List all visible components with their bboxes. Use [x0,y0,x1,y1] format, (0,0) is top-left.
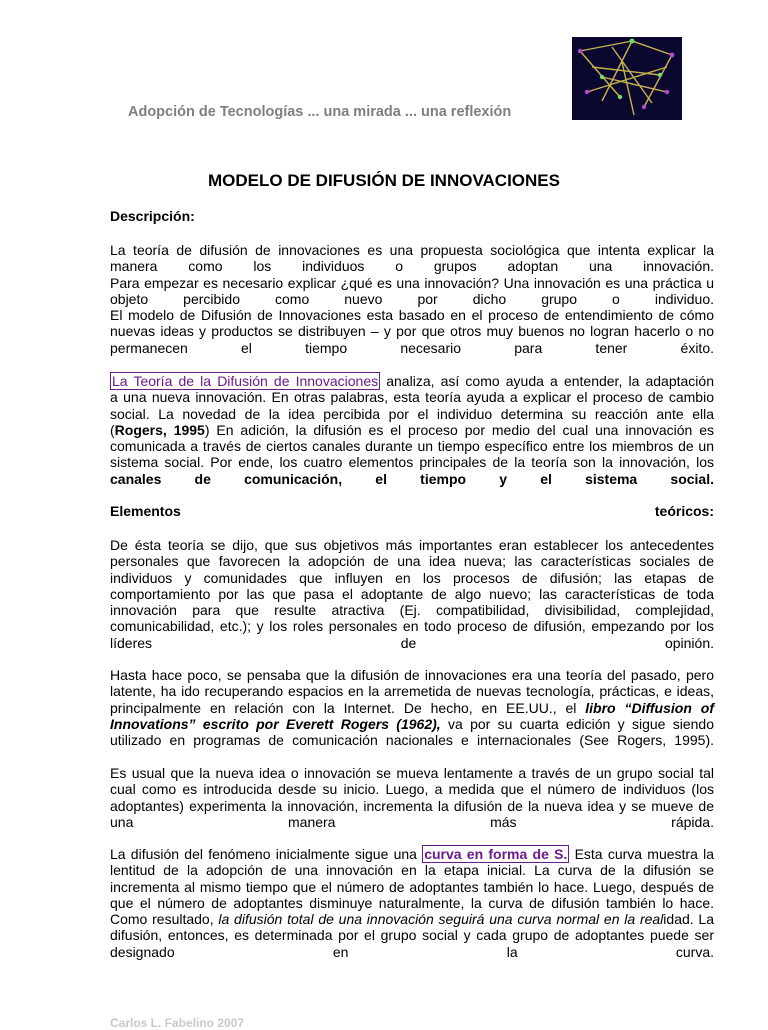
elementos-paragraph-4 [110,846,714,960]
elementos-paragraph-1 [110,537,714,651]
text-span: va por su cuarta edición y sigue siendo [440,715,714,732]
text-line: El modelo de Difusión de Innovaciones esta basado en el proceso de entendimiento de cómo [110,307,714,324]
elementos-heading [110,503,714,519]
text-line: social. La novedad de la idea percibida por el individuo determina su reacción ante ella [110,405,714,422]
text-span: La difusión del fenómeno inicialmente sigue una [110,846,423,862]
descripcion-paragraph-2 [110,373,714,487]
text-line: a una nueva innovación. En otras palabras, esta teoría ayuda a explicar el proceso de cambio [110,389,714,406]
text-line: objeto percibido como nuevo por dicho grupo o individuo. [110,290,714,307]
text-span: analiza, así como ayuda a entender, la adaptación [380,373,714,389]
book-reference: Innovations” escrito por Everett Rogers (1962), [110,715,441,732]
text-line [110,716,714,732]
text-span: principalmente en relación con la Internet. De hecho, en EE.UU., el [110,699,586,716]
text-line: utilizado en programas de comunicación nacionales e internacionales (See Rogers, 1995). [110,732,714,749]
text-line: incrementa al mismo tiempo que el número de adoptantes también lo hace. Luego, después de [110,878,714,895]
text-line [110,846,714,862]
text-line: nuevas ideas y productos se distribuyen – y por que otros muy buenos no logran hacerlo o no [110,323,714,340]
text-line: canales de comunicación, el tiempo y el sistema social. [110,470,714,487]
curva-s-link[interactable]: curva en forma de S. [424,846,568,862]
text-line: individuos y comunidades que influyen en los procesos de difusión; las etapas de [110,569,714,586]
text-span: ( [110,421,115,438]
heading-word: Elementos [110,503,181,519]
text-line: difusión, entonces, es determinada por el grupo social y cada grupo de adoptantes puede ser [110,927,714,944]
book-reference: libro “Diffusion of [585,699,714,716]
text-line: comunicabilidad, etc.); y los roles personales en todo proceso de difusión, empezando por los [110,618,714,635]
text-line [110,373,714,389]
text-line: designado en la curva. [110,943,714,960]
footer-author: Carlos L. Fabelino 2007 [110,1016,245,1030]
text-line: permanecen el tiempo necesario para tener éxito. [110,339,714,356]
document-header-tagline: Adopción de Tecnologías ... una mirada ... una reflexión [128,104,512,120]
text-line: personales que favorecen la adopción de una idea nueva; las características sociales de [110,553,714,570]
text-line: comunicada a través de ciertos canales durante un tiempo específico entre los miembros de un [110,438,714,455]
text-line [110,422,714,438]
descripcion-heading: Descripción: [110,208,195,224]
text-span: Como resultado, [110,911,219,928]
text-line [110,700,714,716]
citation-rogers: Rogers, 1995 [114,421,205,438]
text-span: Esta curva muestra la [569,846,714,862]
text-line: lentitud de la adopción de una innovación en la etapa inicial. La curva de la difusión se [110,862,714,879]
heading-word: teóricos: [654,503,714,519]
text-line: líderes de opinión. [110,634,714,651]
text-line: latente, ha ido recuperando espacios en la arremetida de nuevas tecnología, prácticas, e ideas, [110,683,714,700]
text-line: Para empezar es necesario explicar ¿qué es una innovación? Una innovación es una práctica u [110,274,714,291]
teoria-difusion-link[interactable]: La Teoría de la Difusión de Innovaciones [112,373,379,389]
descripcion-paragraph-1 [110,242,714,356]
text-line: manera como los individuos o grupos adoptan una innovación. [110,258,714,275]
text-line: una manera más rápida. [110,813,714,830]
text-line: cual como es introducida desde su inicio. Luego, a medida que el número de individuos (los [110,781,714,798]
elementos-paragraph-3 [110,765,714,830]
text-line: que el número de adoptantes disminuye naturalmente, la curva de difusión también lo hace. [110,894,714,911]
document-title: MODELO DE DIFUSIÓN DE INNOVACIONES [208,171,560,190]
text-line: adoptantes) experimenta la innovación, incrementa la difusión de la nueva idea y se mueve de [110,797,714,814]
text-span: ) En adición, la difusión es el proceso por medio del cual una innovación es [204,421,714,438]
text-line: Es usual que la nueva idea o innovación se mueva lentamente a través de un grupo social tal [110,765,714,781]
text-line [110,911,714,927]
text-line: Hasta hace poco, se pensaba que la difusión de innovaciones era una teoría del pasado, pero [110,667,714,683]
text-line: innovación para que resulte atractiva (Ej. compatibilidad, divisibilidad, complejidad, [110,602,714,619]
text-line: sistema social. Por ende, los cuatro elementos principales de la teoría son la innovación, los [110,454,714,471]
text-span: idad. La [663,911,715,928]
text-line: comportamiento por las que pasa el adoptante de algo nuevo; las características de toda [110,585,714,602]
network-image [572,37,682,120]
text-line: La teoría de difusión de innovaciones es una propuesta sociológica que intenta explicar la [110,242,714,258]
emphasis-text: la difusión total de una innovación seguirá una curva normal en la real [218,911,664,928]
text-line: De ésta teoría se dijo, que sus objetivos más importantes eran establecer los antecedentes [110,537,714,553]
elementos-paragraph-2 [110,667,714,748]
